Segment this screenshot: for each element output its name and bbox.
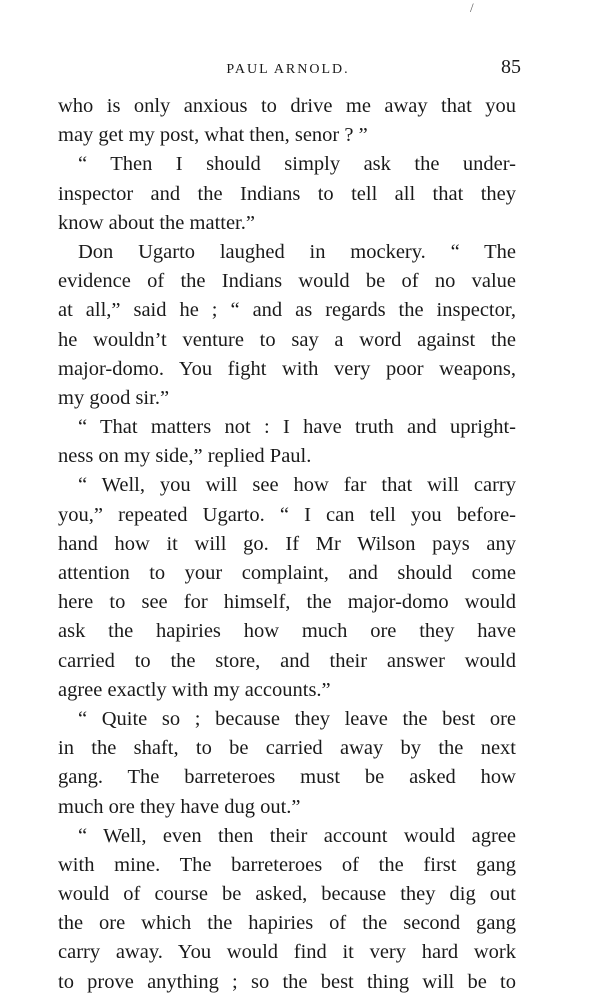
body-text — [58, 92, 516, 997]
text-line: you,” repeated Ugarto. “ I can tell you before- — [58, 503, 516, 526]
text-line: major-domo. You fight with very poor weapons, — [58, 357, 516, 380]
page-number: 85 — [501, 56, 521, 78]
text-line: here to see for himself, the major-domo would — [58, 591, 516, 614]
text-line: may get my post, what then, senor ? ” — [58, 124, 368, 147]
text-line: ask the hapiries how much ore they have — [58, 620, 516, 643]
text-line: “ Well, you will see how far that will carry — [78, 474, 516, 497]
text-line: ness on my side,” replied Paul. — [58, 445, 312, 468]
margin-mark: / — [470, 0, 474, 15]
text-line: he wouldn’t venture to say a word against the — [58, 328, 516, 351]
text-line: to prove anything ; so the best thing will be to — [58, 970, 516, 993]
running-title: PAUL ARNOLD. — [226, 62, 350, 77]
text-line: the ore which the hapiries of the second gang — [58, 912, 516, 935]
text-line: would of course be asked, because they dig out — [58, 883, 516, 906]
text-line: know about the matter.” — [58, 211, 255, 234]
text-line: carry away. You would find it very hard work — [58, 941, 516, 964]
text-line: “ Well, even then their account would agree — [78, 824, 516, 847]
text-line: attention to your complaint, and should come — [58, 562, 516, 584]
text-line: much ore they have dug out.” — [58, 795, 301, 818]
text-line: Don Ugarto laughed in mockery. “ The — [78, 240, 516, 263]
text-line: “ That matters not : I have truth and upright- — [78, 416, 516, 439]
page-header — [58, 56, 521, 86]
text-line: “ Quite so ; because they leave the best ore — [78, 707, 516, 730]
text-line: “ Then I should simply ask the under- — [78, 153, 516, 176]
text-line: with mine. The barreteroes of the first gang — [58, 853, 516, 876]
text-line: evidence of the Indians would be of no value — [58, 270, 516, 293]
text-line: at all,” said he ; “ and as regards the inspector, — [58, 299, 516, 322]
text-line: inspector and the Indians to tell all that they — [58, 182, 516, 205]
text-line: my good sir.” — [58, 386, 170, 409]
text-line: hand how it will go. If Mr Wilson pays any — [58, 532, 516, 555]
text-line: gang. The barreteroes must be asked how — [58, 766, 516, 789]
text-line: carried to the store, and their answer would — [58, 649, 516, 672]
text-line: who is only anxious to drive me away that you — [58, 95, 516, 117]
text-line: in the shaft, to be carried away by the next — [58, 737, 516, 760]
text-line: agree exactly with my accounts.” — [58, 678, 331, 701]
